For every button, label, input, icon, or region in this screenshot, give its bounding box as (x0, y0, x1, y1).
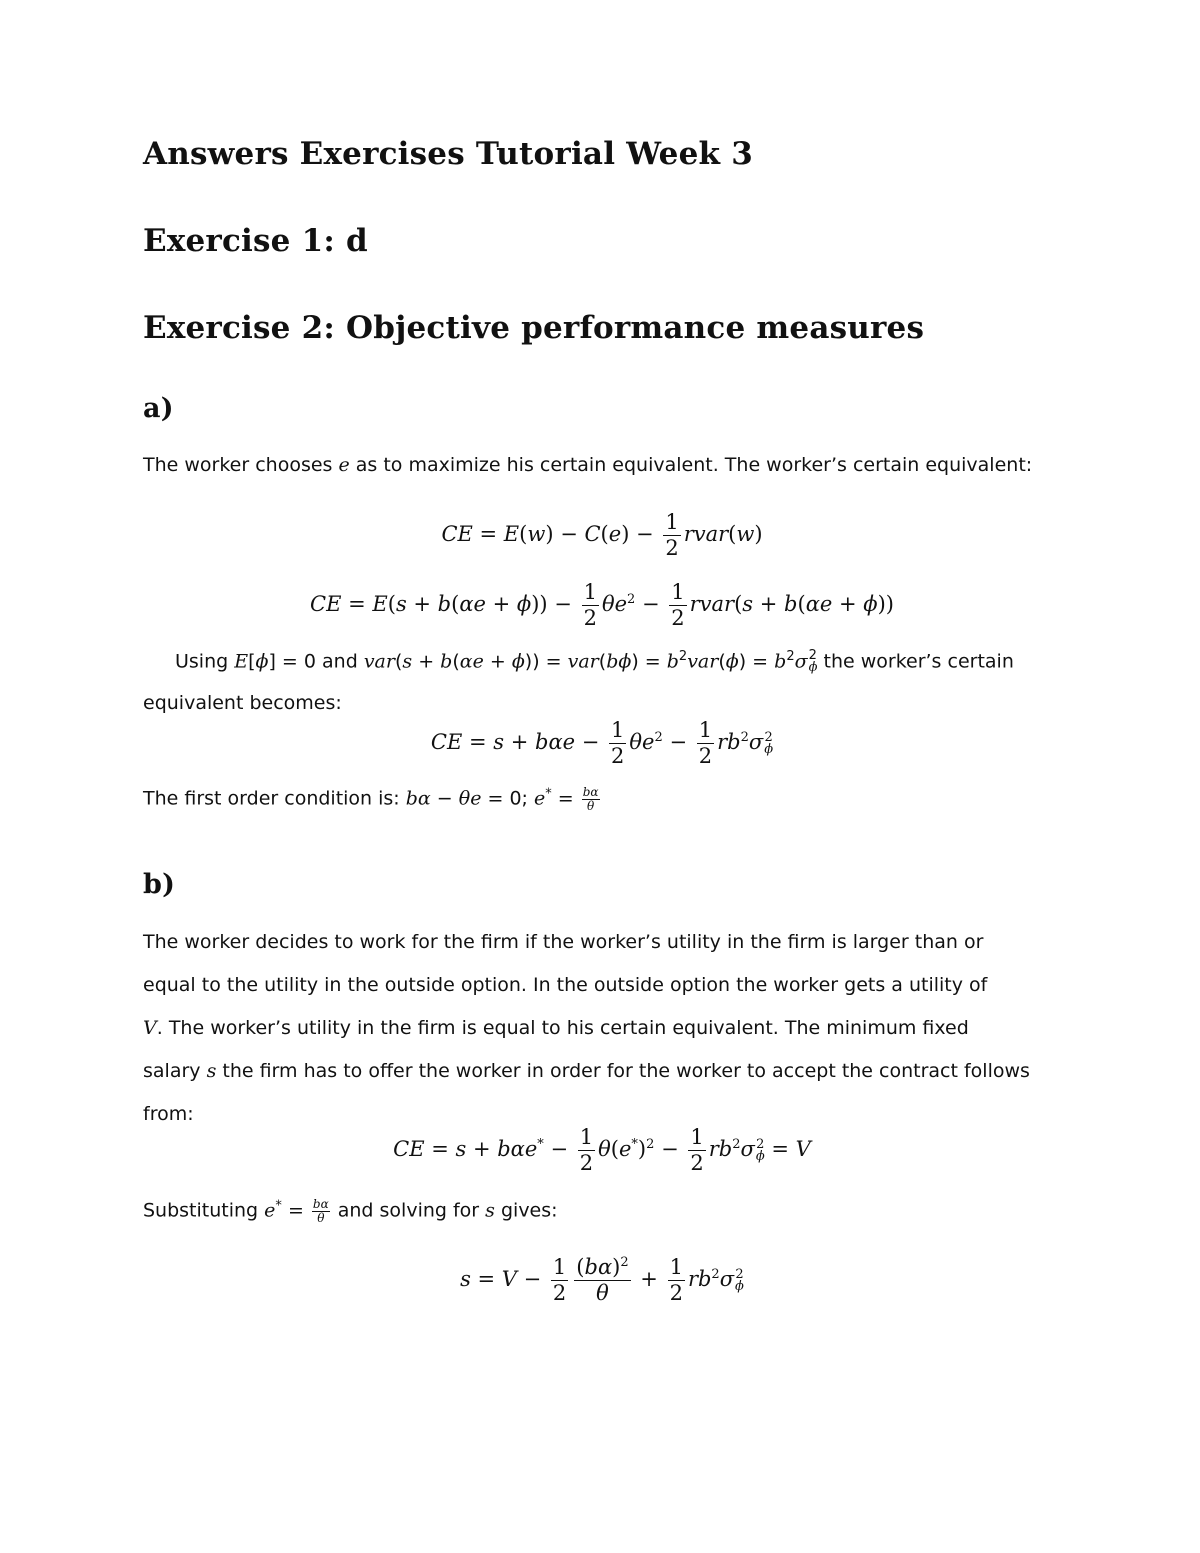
part-a-intro: The worker chooses e as to maximize his certain equivalent. The worker’s certain equivalent: (143, 454, 1033, 476)
document-title: Answers Exercises Tutorial Week 3 (143, 136, 753, 172)
substitution-line: Substituting e* = $\frac{b\alpha}{\theta}$ and solving for s gives: (143, 1197, 558, 1225)
equation-participation: CE = s + bαe* − $\frac{1}{2}$ $\theta(e^*)^2$ − $\frac{1}{2}$ $rb^2\sigma$ 2 ϕ = V (393, 1125, 811, 1176)
equation-ce-definition: CE = E(w) − C(e) − $\frac{1}{2}$ rvar(w) (441, 510, 763, 561)
part-b-line-5: from: (143, 1103, 194, 1125)
first-order-condition: The first order condition is: bα − θe = 0; e* = $\frac{b\alpha}{\theta}$ (143, 785, 599, 813)
part-a-using-line-2: equivalent becomes: (143, 692, 342, 714)
exercise-2-heading: Exercise 2: Objective performance measures (143, 310, 925, 346)
part-b-paragraph (143, 921, 1061, 1136)
equation-ce-simplified: CE = s + bαe − $\frac{1}{2}$ $\theta e^2$ − $\frac{1}{2}$ $rb^2\sigma$ 2 ϕ (430, 718, 774, 769)
part-a-heading: a) (143, 393, 174, 424)
part-a-using-line: Using E[ϕ] = 0 and $var(s + b(\alpha e + \phi)) = var(b\phi) = b^2var(\phi) = b^2\sigma$ 2 ϕ the worker’s certain (175, 648, 1014, 675)
part-b-heading: b) (143, 869, 176, 900)
part-b-line-2: equal to the utility in the outside option. In the outside option the worker gets a utility of (143, 974, 988, 996)
equation-ce-expanded: CE = E(s + b(αe + ϕ)) − $\frac{1}{2}$ $\theta e^2$ − $\frac{1}{2}$ rvar(s + b(αe + ϕ)) (310, 580, 894, 631)
equation-fixed-salary: s = V − $\frac{1}{2}$ $\frac{(b\alpha)^2}{\theta}$ + $\frac{1}{2}$ $rb^2\sigma$ 2 ϕ (460, 1255, 744, 1306)
part-b-line-1: The worker decides to work for the firm if the worker’s utility in the firm is larger than or (143, 931, 984, 953)
part-b-line-4: salary s the firm has to offer the worker in order for the worker to accept the contract follows (143, 1060, 1030, 1082)
part-b-line-3: V. The worker’s utility in the firm is equal to his certain equivalent. The minimum fixed (143, 1017, 969, 1039)
exercise-1-heading: Exercise 1: d (143, 223, 368, 259)
